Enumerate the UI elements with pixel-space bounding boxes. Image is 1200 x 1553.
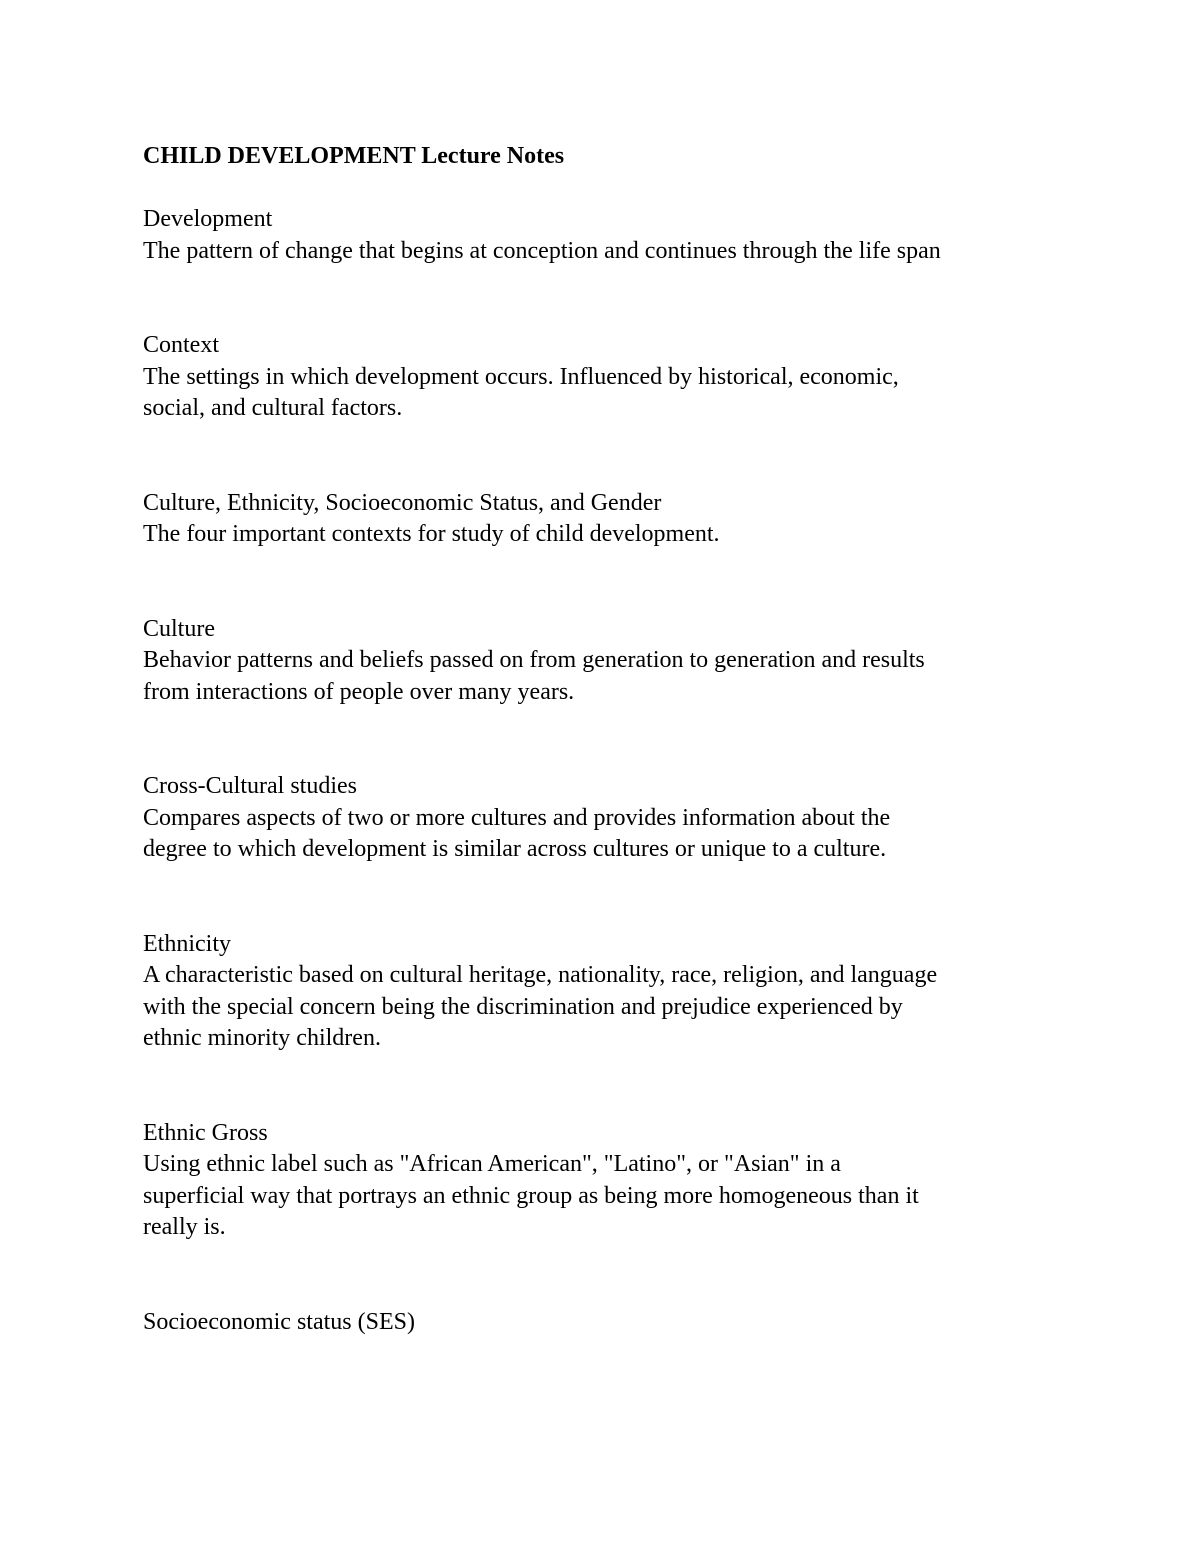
entry-term: Ethnic Gross [143,1119,268,1146]
entry-four-contexts [143,488,1083,551]
entry-term: Socioeconomic status (SES) [143,1308,415,1335]
entry-definition: A characteristic based on cultural heritage, nationality, race, religion, and language with the special concern being the discrimination and prejudice experienced by ethnic minority children. [143,962,938,1051]
entry-cross-cultural-studies [143,771,1083,866]
entry-definition: The settings in which development occurs. Influenced by historical, economic, social, and cultural factors. [143,363,899,421]
entry-term: Ethnicity [143,930,231,957]
entry-definition: The four important contexts for study of child development. [143,521,720,547]
entry-definition: Behavior patterns and beliefs passed on from generation to generation and results from interactions of people over many years. [143,647,925,705]
document-body [143,141,1083,1338]
entry-definition: The pattern of change that begins at conception and continues through the life span [143,237,941,264]
entry-context [143,330,1083,425]
entry-term: Development [143,206,273,232]
entry-development [143,204,1083,267]
entry-definition: Compares aspects of two or more cultures and provides information about the degree to which development is similar across cultures or unique to a culture. [143,804,891,862]
entry-definition: Using ethnic label such as "African American", "Latino", or "Asian" in a superficial way that portrays an ethnic group as being more homogeneous than it really is. [143,1151,919,1240]
entry-socioeconomic-status [143,1307,1083,1339]
entry-culture [143,614,1083,709]
document-title: CHILD DEVELOPMENT Lecture Notes [143,143,565,169]
entry-term: Cross-Cultural studies [143,773,357,799]
entry-term: Context [143,332,219,358]
entry-term: Culture, Ethnicity, Socioeconomic Status, and Gender [143,489,662,516]
entry-term: Culture [143,615,215,642]
entry-ethnic-gross [143,1118,1083,1244]
entry-ethnicity [143,929,1083,1055]
